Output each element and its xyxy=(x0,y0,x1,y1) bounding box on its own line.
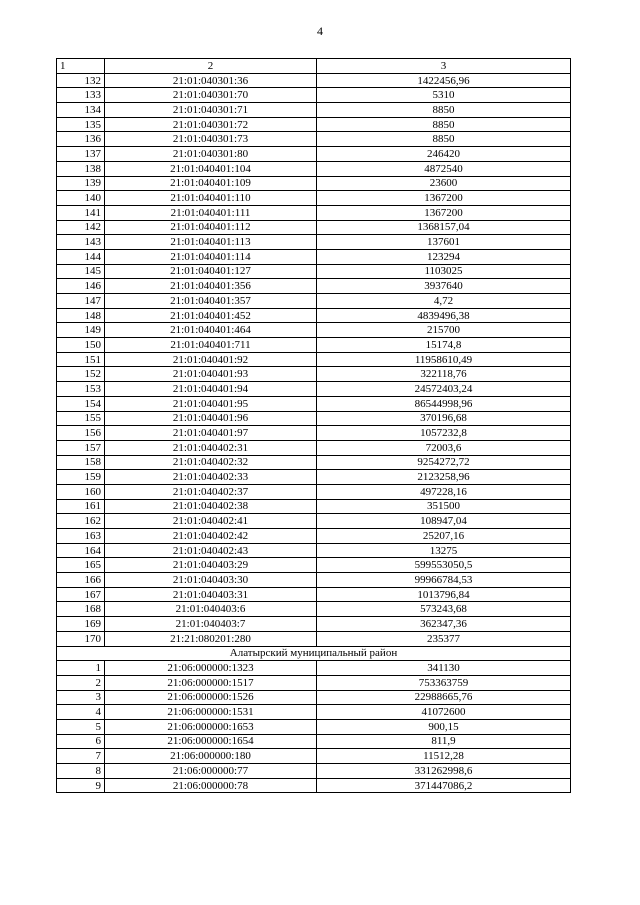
row-number: 145 xyxy=(57,264,105,279)
cadastral-value: 9254272,72 xyxy=(317,455,571,470)
table-row xyxy=(57,117,571,132)
cadastral-value: 123294 xyxy=(317,249,571,264)
row-number: 161 xyxy=(57,499,105,514)
cadastral-value: 599553050,5 xyxy=(317,558,571,573)
cadastral-value: 341130 xyxy=(317,661,571,676)
row-number: 133 xyxy=(57,88,105,103)
row-number: 7 xyxy=(57,749,105,764)
page-number: 4 xyxy=(317,24,323,38)
row-number: 166 xyxy=(57,573,105,588)
row-number: 169 xyxy=(57,617,105,632)
cadastral-value: 573243,68 xyxy=(317,602,571,617)
row-number: 167 xyxy=(57,587,105,602)
cadastral-number: 21:01:040401:104 xyxy=(105,161,317,176)
cadastral-number: 21:01:040301:80 xyxy=(105,147,317,162)
table-row xyxy=(57,602,571,617)
cadastral-value: 3937640 xyxy=(317,279,571,294)
cadastral-number: 21:01:040402:41 xyxy=(105,514,317,529)
cadastral-number: 21:01:040401:109 xyxy=(105,176,317,191)
cadastral-value: 215700 xyxy=(317,323,571,338)
row-number: 152 xyxy=(57,367,105,382)
table-row xyxy=(57,764,571,779)
table-row xyxy=(57,338,571,353)
table-row xyxy=(57,514,571,529)
table-row xyxy=(57,352,571,367)
cadastral-value: 15174,8 xyxy=(317,338,571,353)
cadastral-value: 1422456,96 xyxy=(317,73,571,88)
table-row xyxy=(57,88,571,103)
cadastral-number: 21:01:040401:127 xyxy=(105,264,317,279)
table-row xyxy=(57,675,571,690)
row-number: 137 xyxy=(57,147,105,162)
row-number: 162 xyxy=(57,514,105,529)
cadastral-number: 21:01:040402:33 xyxy=(105,470,317,485)
table-row xyxy=(57,411,571,426)
cadastral-value: 362347,36 xyxy=(317,617,571,632)
cadastral-value: 11958610,49 xyxy=(317,352,571,367)
header-col-2: 2 xyxy=(105,59,317,74)
row-number: 155 xyxy=(57,411,105,426)
row-number: 142 xyxy=(57,220,105,235)
table-row xyxy=(57,426,571,441)
cadastral-value: 371447086,2 xyxy=(317,778,571,793)
cadastral-value: 86544998,96 xyxy=(317,396,571,411)
cadastral-value: 4,72 xyxy=(317,294,571,309)
table-row xyxy=(57,161,571,176)
row-number: 150 xyxy=(57,338,105,353)
row-number: 138 xyxy=(57,161,105,176)
cadastral-number: 21:01:040301:70 xyxy=(105,88,317,103)
section-title: Алатырский муниципальный район xyxy=(57,646,571,661)
table-row xyxy=(57,396,571,411)
header-col-3: 3 xyxy=(317,59,571,74)
cadastral-value: 1013796,84 xyxy=(317,587,571,602)
table-row xyxy=(57,235,571,250)
cadastral-number: 21:01:040401:113 xyxy=(105,235,317,250)
row-number: 164 xyxy=(57,543,105,558)
cadastral-number: 21:01:040403:29 xyxy=(105,558,317,573)
table-row xyxy=(57,382,571,397)
header-col-1: 1 xyxy=(57,59,105,74)
table-row xyxy=(57,690,571,705)
cadastral-value: 25207,16 xyxy=(317,529,571,544)
cadastral-number: 21:01:040401:94 xyxy=(105,382,317,397)
cadastral-number: 21:01:040401:110 xyxy=(105,191,317,206)
cadastral-value: 1367200 xyxy=(317,205,571,220)
row-number: 146 xyxy=(57,279,105,294)
cadastral-number: 21:01:040403:30 xyxy=(105,573,317,588)
row-number: 157 xyxy=(57,440,105,455)
cadastral-number: 21:01:040401:97 xyxy=(105,426,317,441)
cadastral-value: 8850 xyxy=(317,117,571,132)
cadastral-value: 1367200 xyxy=(317,191,571,206)
cadastral-number: 21:01:040403:31 xyxy=(105,587,317,602)
cadastral-value: 246420 xyxy=(317,147,571,162)
row-number: 151 xyxy=(57,352,105,367)
row-number: 140 xyxy=(57,191,105,206)
cadastral-number: 21:06:000000:1517 xyxy=(105,675,317,690)
cadastral-value: 8850 xyxy=(317,103,571,118)
row-number: 158 xyxy=(57,455,105,470)
cadastral-number: 21:06:000000:1653 xyxy=(105,719,317,734)
cadastral-number: 21:01:040402:32 xyxy=(105,455,317,470)
cadastral-value: 13275 xyxy=(317,543,571,558)
cadastral-number: 21:01:040402:42 xyxy=(105,529,317,544)
cadastral-number: 21:21:080201:280 xyxy=(105,631,317,646)
cadastral-number: 21:06:000000:180 xyxy=(105,749,317,764)
row-number: 9 xyxy=(57,778,105,793)
row-number: 170 xyxy=(57,631,105,646)
cadastral-value: 235377 xyxy=(317,631,571,646)
cadastral-number: 21:06:000000:77 xyxy=(105,764,317,779)
cadastral-value: 351500 xyxy=(317,499,571,514)
cadastral-value: 1057232,8 xyxy=(317,426,571,441)
table-row xyxy=(57,440,571,455)
table-row xyxy=(57,73,571,88)
cadastral-number: 21:01:040401:112 xyxy=(105,220,317,235)
cadastral-number: 21:01:040401:111 xyxy=(105,205,317,220)
cadastral-number: 21:06:000000:1526 xyxy=(105,690,317,705)
table-row xyxy=(57,470,571,485)
cadastral-value: 370196,68 xyxy=(317,411,571,426)
cadastral-value: 5310 xyxy=(317,88,571,103)
cadastral-number: 21:01:040401:93 xyxy=(105,367,317,382)
table-row xyxy=(57,778,571,793)
cadastral-value: 1368157,04 xyxy=(317,220,571,235)
cadastral-value: 99966784,53 xyxy=(317,573,571,588)
cadastral-value: 900,15 xyxy=(317,719,571,734)
row-number: 3 xyxy=(57,690,105,705)
table-row xyxy=(57,264,571,279)
table-row xyxy=(57,147,571,162)
cadastral-number: 21:01:040401:114 xyxy=(105,249,317,264)
row-number: 165 xyxy=(57,558,105,573)
row-number: 136 xyxy=(57,132,105,147)
table-row xyxy=(57,749,571,764)
table-row xyxy=(57,543,571,558)
cadastral-value: 4839496,38 xyxy=(317,308,571,323)
cadastral-number: 21:01:040401:356 xyxy=(105,279,317,294)
table-row xyxy=(57,323,571,338)
table-row xyxy=(57,249,571,264)
cadastral-number: 21:01:040403:6 xyxy=(105,602,317,617)
cadastral-number: 21:01:040401:452 xyxy=(105,308,317,323)
table-row xyxy=(57,587,571,602)
cadastral-value: 331262998,6 xyxy=(317,764,571,779)
row-number: 132 xyxy=(57,73,105,88)
cadastral-number: 21:06:000000:1323 xyxy=(105,661,317,676)
cadastral-number: 21:06:000000:1531 xyxy=(105,705,317,720)
cadastral-number: 21:06:000000:1654 xyxy=(105,734,317,749)
row-number: 143 xyxy=(57,235,105,250)
cadastral-number: 21:01:040301:71 xyxy=(105,103,317,118)
cadastral-value: 4872540 xyxy=(317,161,571,176)
cadastral-value: 2123258,96 xyxy=(317,470,571,485)
table-row xyxy=(57,631,571,646)
cadastral-value: 322118,76 xyxy=(317,367,571,382)
cadastral-value: 72003,6 xyxy=(317,440,571,455)
section-row xyxy=(57,646,571,661)
table-row xyxy=(57,484,571,499)
cadastral-number: 21:06:000000:78 xyxy=(105,778,317,793)
table-row xyxy=(57,617,571,632)
cadastral-number: 21:01:040402:37 xyxy=(105,484,317,499)
cadastral-value: 23600 xyxy=(317,176,571,191)
row-number: 5 xyxy=(57,719,105,734)
table-row xyxy=(57,191,571,206)
cadastral-number: 21:01:040402:38 xyxy=(105,499,317,514)
cadastral-value: 41072600 xyxy=(317,705,571,720)
row-number: 168 xyxy=(57,602,105,617)
cadastral-number: 21:01:040402:43 xyxy=(105,543,317,558)
table-row xyxy=(57,558,571,573)
cadastral-number: 21:01:040301:73 xyxy=(105,132,317,147)
table-header-row xyxy=(57,59,571,74)
cadastral-value: 753363759 xyxy=(317,675,571,690)
table-row xyxy=(57,455,571,470)
row-number: 144 xyxy=(57,249,105,264)
row-number: 135 xyxy=(57,117,105,132)
cadastral-value: 24572403,24 xyxy=(317,382,571,397)
table-row xyxy=(57,132,571,147)
table-row xyxy=(57,529,571,544)
cadastral-number: 21:01:040301:72 xyxy=(105,117,317,132)
cadastral-value: 1103025 xyxy=(317,264,571,279)
cadastral-value: 811,9 xyxy=(317,734,571,749)
row-number: 134 xyxy=(57,103,105,118)
row-number: 163 xyxy=(57,529,105,544)
cadastral-value: 22988665,76 xyxy=(317,690,571,705)
cadastral-number: 21:01:040401:92 xyxy=(105,352,317,367)
row-number: 154 xyxy=(57,396,105,411)
cadastral-number: 21:01:040403:7 xyxy=(105,617,317,632)
table-row xyxy=(57,205,571,220)
cadastral-value: 108947,04 xyxy=(317,514,571,529)
row-number: 160 xyxy=(57,484,105,499)
cadastral-value: 137601 xyxy=(317,235,571,250)
table-row xyxy=(57,499,571,514)
cadastral-value: 11512,28 xyxy=(317,749,571,764)
row-number: 147 xyxy=(57,294,105,309)
table-row xyxy=(57,220,571,235)
cadastral-value: 8850 xyxy=(317,132,571,147)
cadastral-number: 21:01:040301:36 xyxy=(105,73,317,88)
table-row xyxy=(57,573,571,588)
table-row xyxy=(57,367,571,382)
table-row xyxy=(57,279,571,294)
row-number: 6 xyxy=(57,734,105,749)
table-row xyxy=(57,308,571,323)
table-row xyxy=(57,103,571,118)
row-number: 159 xyxy=(57,470,105,485)
table-row xyxy=(57,661,571,676)
row-number: 2 xyxy=(57,675,105,690)
row-number: 149 xyxy=(57,323,105,338)
row-number: 4 xyxy=(57,705,105,720)
row-number: 139 xyxy=(57,176,105,191)
table-row xyxy=(57,719,571,734)
cadastral-number: 21:01:040401:464 xyxy=(105,323,317,338)
table-row xyxy=(57,705,571,720)
cadastral-number: 21:01:040401:95 xyxy=(105,396,317,411)
row-number: 156 xyxy=(57,426,105,441)
row-number: 1 xyxy=(57,661,105,676)
table-row xyxy=(57,734,571,749)
cadastral-number: 21:01:040401:96 xyxy=(105,411,317,426)
row-number: 153 xyxy=(57,382,105,397)
cadastral-number: 21:01:040401:357 xyxy=(105,294,317,309)
table-row xyxy=(57,294,571,309)
land-cadastral-table xyxy=(56,58,571,793)
row-number: 8 xyxy=(57,764,105,779)
cadastral-number: 21:01:040401:711 xyxy=(105,338,317,353)
table-row xyxy=(57,176,571,191)
cadastral-number: 21:01:040402:31 xyxy=(105,440,317,455)
row-number: 148 xyxy=(57,308,105,323)
row-number: 141 xyxy=(57,205,105,220)
cadastral-value: 497228,16 xyxy=(317,484,571,499)
